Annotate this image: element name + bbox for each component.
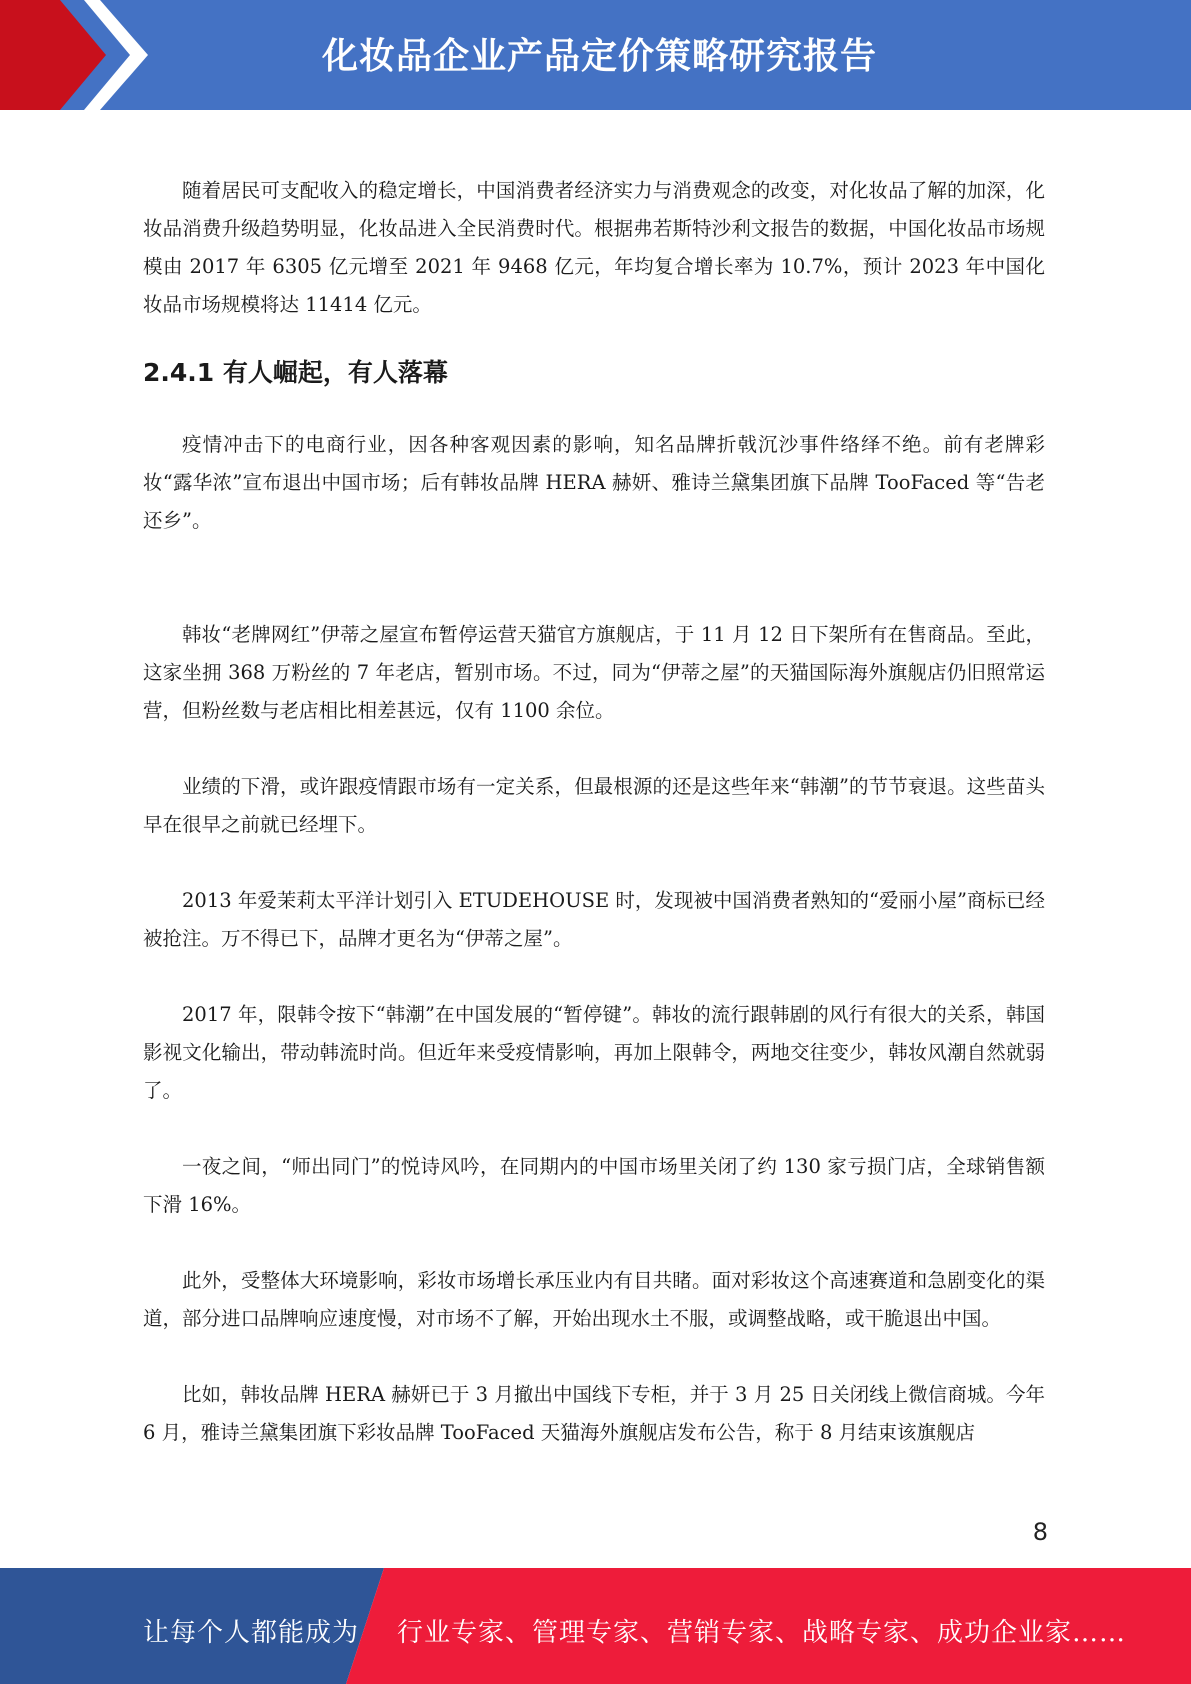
main-content (143, 172, 1045, 1452)
page-number: 8 (1032, 1518, 1048, 1546)
paragraph-market-growth: 随着居民可支配收入的稳定增长，中国消费者经济实力与消费观念的改变，对化妆品了解的加深，化妆品消费升级趋势明显，化妆品进入全民消费时代。根据弗若斯特沙利文报告的数据，中国化妆品市场规模由 2017 年 6305 亿元增至 2021 年 9468 亿元，年均复合增长率为 10.7%，预计 2023 年中国化妆品市场规模将达 11414 亿元。 (143, 179, 1045, 316)
paragraph-ecommerce-impact: 疫情冲击下的电商行业，因各种客观因素的影响，知名品牌折戟沉沙事件络绎不绝。前有老牌彩妆“露华浓”宣布退出中国市场；后有韩妆品牌 HERA 赫妍、雅诗兰黛集团旗下品牌 TooFaced 等“告老还乡”。 (143, 433, 1045, 532)
paragraph-decline: 业绩的下滑，或许跟疫情跟市场有一定关系，但最根源的还是这些年来“韩潮”的节节衰退。这些苗头早在很早之前就已经埋下。 (143, 775, 1045, 836)
paragraph-trademark: 2013 年爱茉莉太平洋计划引入 ETUDEHOUSE 时，发现被中国消费者熟知的“爱丽小屋”商标已经被抢注。万不得已下，品牌才更名为“伊蒂之屋”。 (143, 889, 1045, 950)
paragraph-innisfree: 一夜之间，“师出同门”的悦诗风吟，在同期内的中国市场里关闭了约 130 家亏损门店，全球销售额下滑 16%。 (143, 1155, 1045, 1216)
paragraph-restriction: 2017 年，限韩令按下“韩潮”在中国发展的“暂停键”。韩妆的流行跟韩剧的风行有很大的关系，韩国影视文化输出，带动韩流时尚。但近年来受疫情影响，再加上限韩令，两地交往变少，韩妆风潮自然就弱了。 (143, 1003, 1045, 1102)
paragraph-etude-house: 韩妆“老牌网红”伊蒂之屋宣布暂停运营天猫官方旗舰店，于 11 月 12 日下架所有在售商品。至此，这家坐拥 368 万粉丝的 7 年老店，暂别市场。不过，同为“伊蒂之屋”的天猫国际海外旗舰店仍旧照常运营，但粉丝数与老店相比相差甚远，仅有 1100 余位。 (143, 623, 1045, 722)
paragraph-examples: 比如，韩妆品牌 HERA 赫妍已于 3 月撤出中国线下专柜，并于 3 月 25 日关闭线上微信商城。今年 6 月，雅诗兰黛集团旗下彩妆品牌 TooFaced 天猫海外旗舰店发布公告，称于 8 月结束该旗舰店 (143, 1383, 1045, 1444)
page-footer (0, 1568, 1191, 1684)
section-heading: 2.4.1 有人崛起，有人落幕 (143, 358, 448, 387)
footer-slogan-right: 行业专家、管理专家、营销专家、战略专家、成功企业家…… (397, 1618, 1127, 1648)
document-title: 化妆品企业产品定价策略研究报告 (321, 36, 877, 77)
footer-slogan-left: 让每个人都能成为 (143, 1618, 360, 1648)
page-header (0, 0, 1191, 110)
paragraph-market-pressure: 此外，受整体大环境影响，彩妆市场增长承压业内有目共睹。面对彩妆这个高速赛道和急剧变化的渠道，部分进口品牌响应速度慢，对市场不了解，开始出现水土不服，或调整战略，或干脆退出中国。 (143, 1269, 1045, 1330)
